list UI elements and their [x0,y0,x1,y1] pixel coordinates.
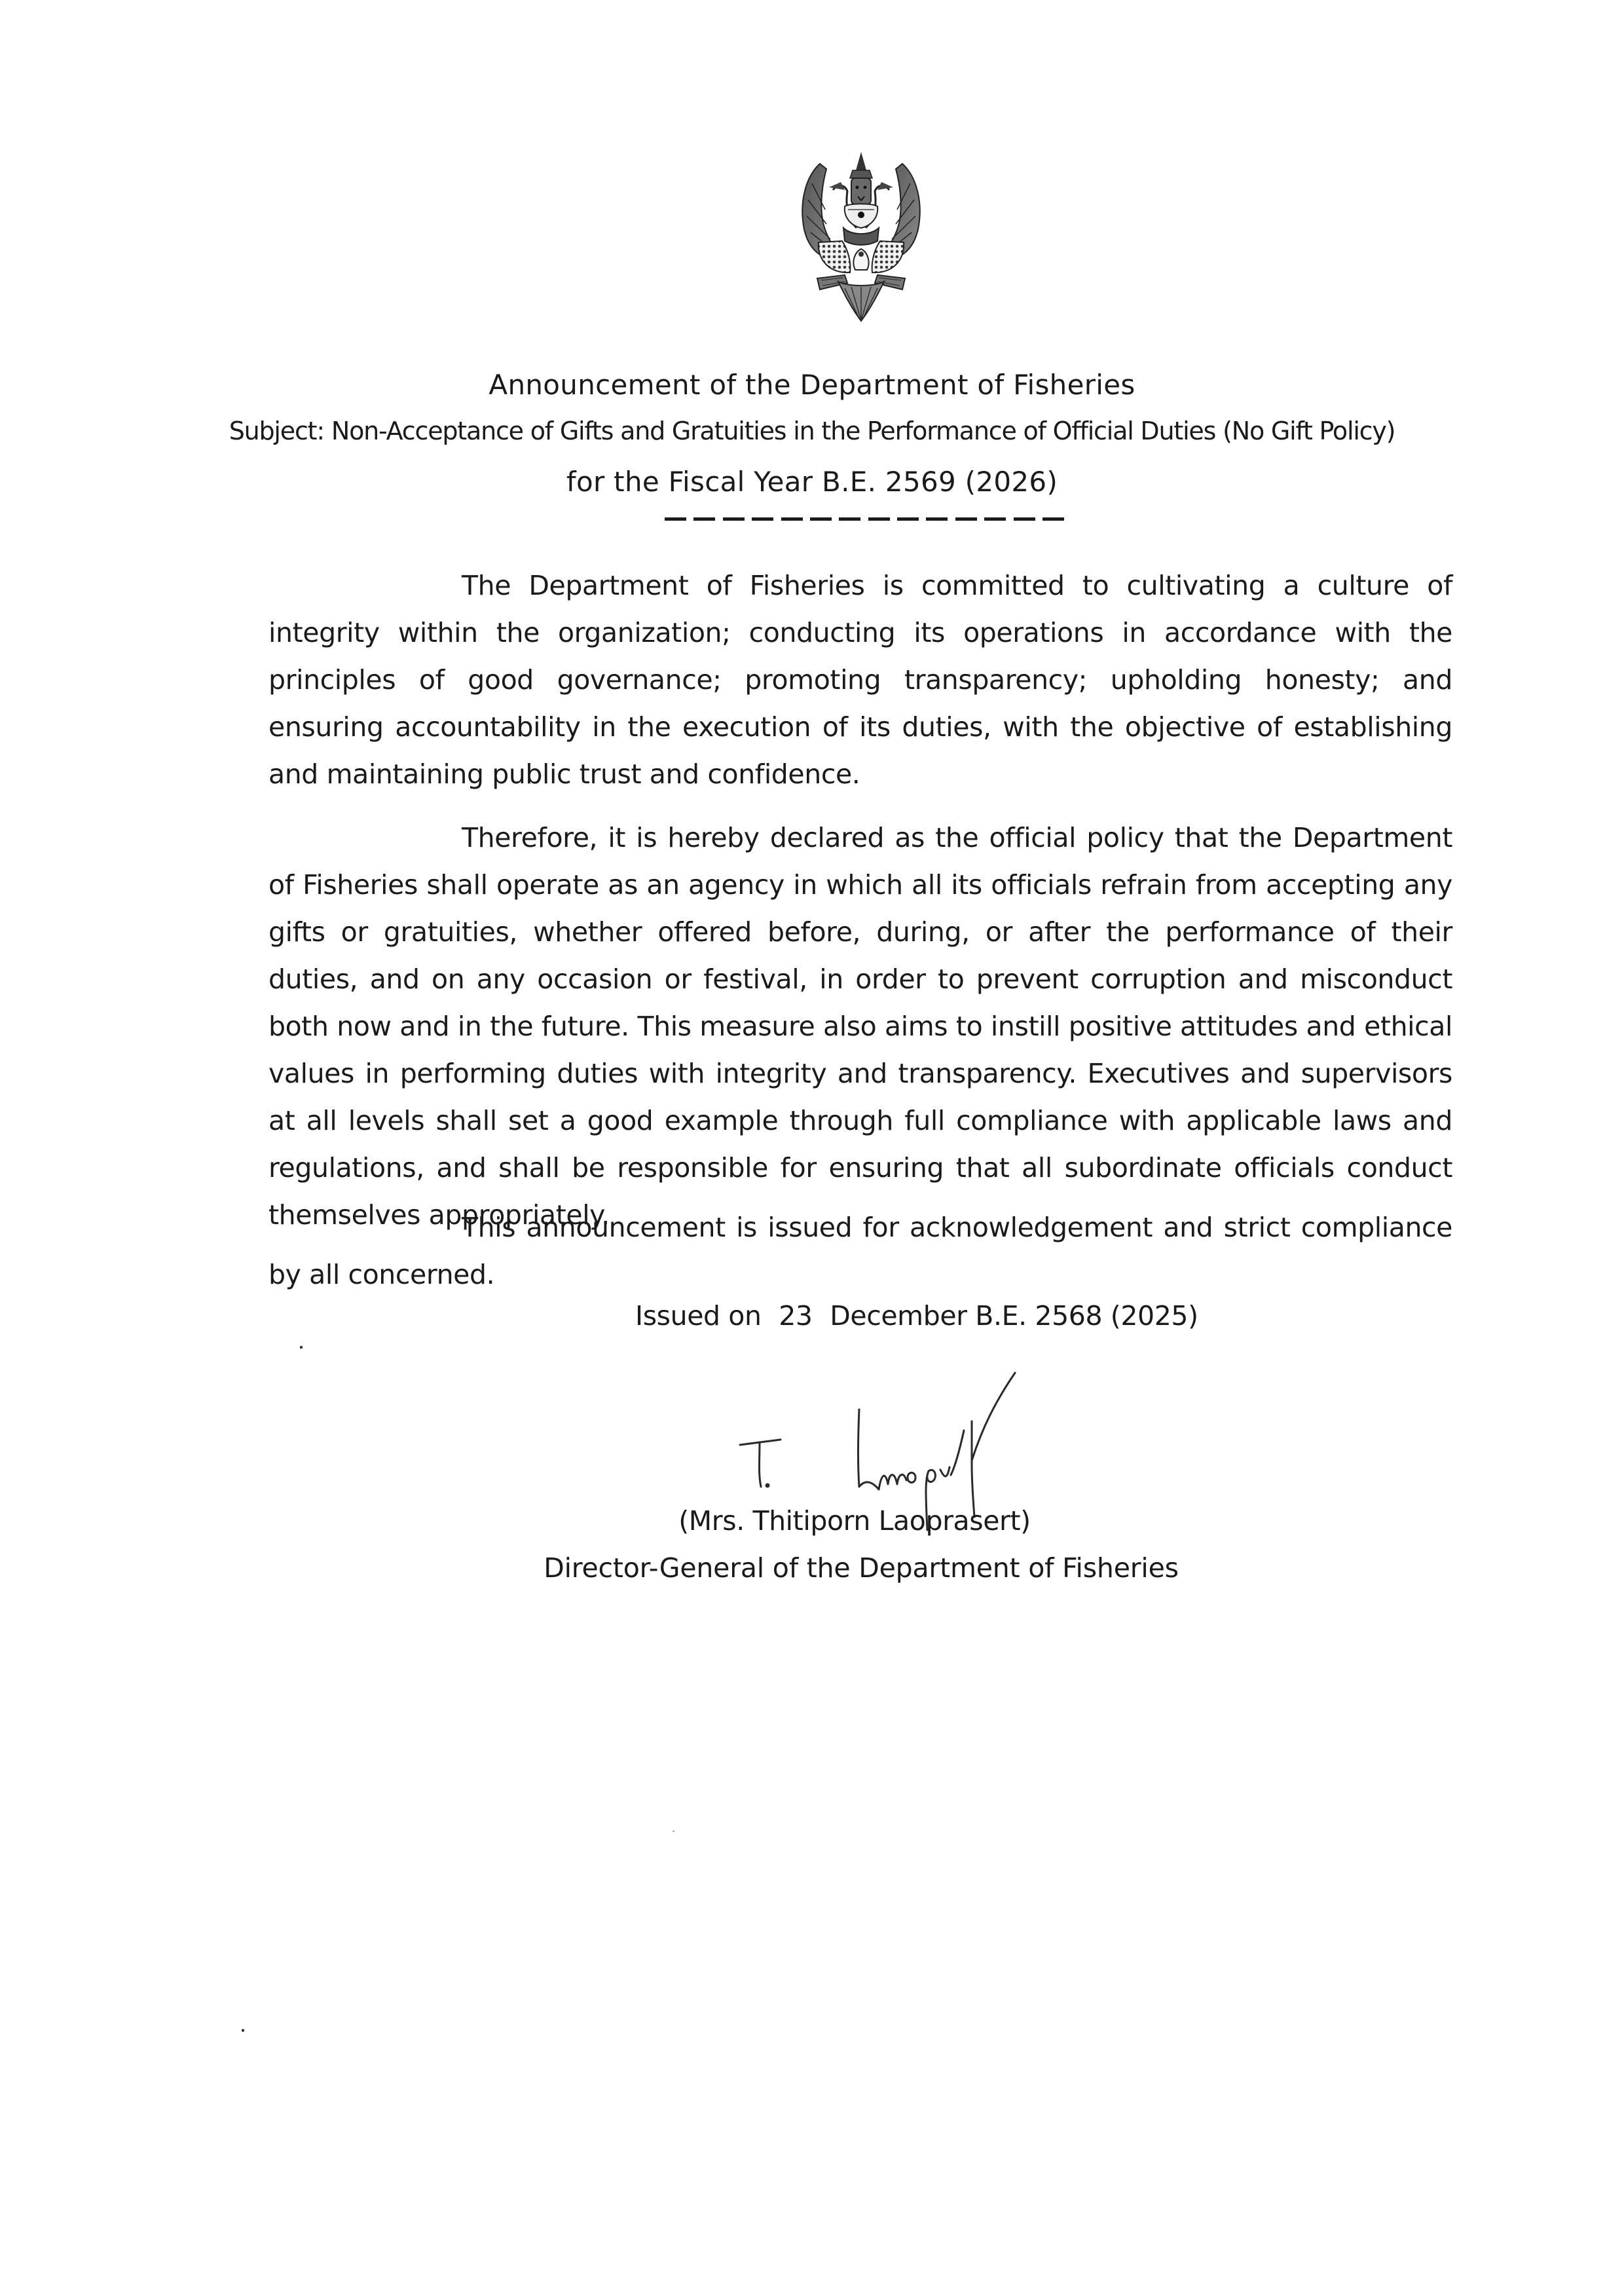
scan-speck [300,1346,303,1349]
signatory-name-text: (Mrs. Thitiporn Laoprasert) [678,1505,1031,1537]
garuda-emblem-icon [779,144,943,334]
signatory-title [0,1552,1624,1584]
body-paragraph-policy [268,814,1452,1239]
paragraph-text: This announcement is issued for acknowledgement and strict compliance by all concerned. [268,1212,1452,1290]
body-paragraph-compliance [268,1204,1452,1298]
fiscal-year-line: for the Fiscal Year B.E. 2569 (2026) [566,466,1058,498]
announcement-title: Announcement of the Department of Fisheries [489,369,1135,401]
issue-date-month-year: December B.E. 2568 (2025) [830,1300,1198,1332]
announcement-subject: Subject: Non-Acceptance of Gifts and Gratuities in the Performance of Official Duties (No Gift Policy) [229,417,1395,445]
signatory-name [0,1505,1624,1537]
paragraph-text: The Department of Fisheries is committed to cultivating a culture of integrity within the organization; conducting its operations in accordance with the principles of good governance; promoting transparency; upholding honesty; and ensuring accountability in the execution of its duties, with the objective of establishing and maintaining public trust and confidence. [268,570,1452,790]
scan-speck [673,1831,674,1832]
issue-date-prefix: Issued on [635,1300,762,1332]
issue-date [635,1300,1198,1332]
body-paragraph-commitment [268,562,1452,798]
heading-divider [665,517,1064,523]
signatory-title-text: Director-General of the Department of Fisheries [544,1552,1179,1584]
scan-speck [242,2029,244,2032]
issue-date-day: 23 [779,1300,813,1332]
paragraph-text: Therefore, it is hereby declared as the official policy that the Department of Fisheries shall operate as an agency in which all its officials refrain from accepting any gifts or gratuities, whether offered before, during, or after the performance of their duties, and on any occasion or festival, in order to prevent corruption and misconduct both now and in the future. This measure also aims to instill positive attitudes and ethical values in performing duties with integrity and transparency. Executives and supervisors at all levels shall set a good example through full compliance with applicable laws and regulations, and shall be responsible for ensuring that all subordinate officials conduct themselves appropriately. [268,822,1452,1231]
